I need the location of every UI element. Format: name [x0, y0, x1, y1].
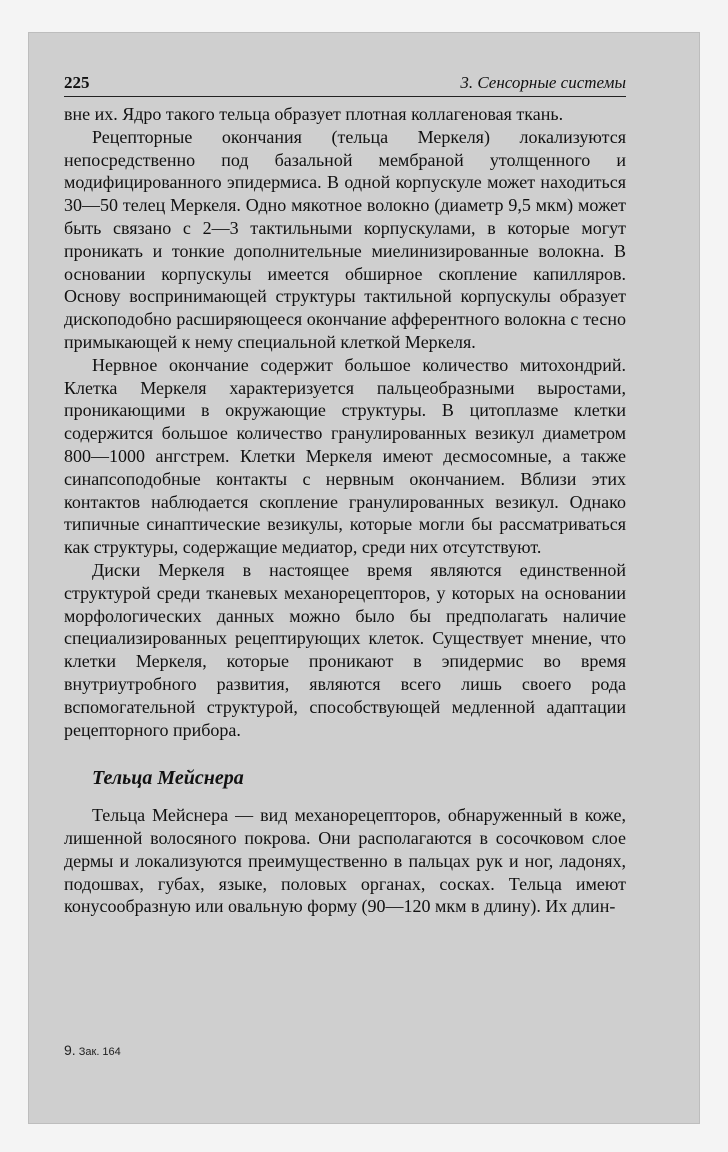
paragraph-nerve-ending: Нервное окончание содержит большое количество митохондрий. Клетка Меркеля характеризуется пальцеобразными выростами, проникающими в окружающие структуры. В цитоплазме клетки содержится большое количество гранулированных везикул диаметром 800—1000 ангстрем. Клетки Меркеля имеют десмосомные, а также синапсоподобные контакты с нервным окончанием. Вблизи этих контактов наблюдается скопление гранулированных везикул. Однако типичные синаптические везикулы, которые могли бы рассматриваться как структуры, содержащие медиатор, среди них отсутствуют.	[64, 354, 626, 558]
paragraph-continuation: вне их. Ядро такого тельца образует плотная коллагеновая ткань.	[64, 104, 564, 124]
page-number: 225	[64, 73, 90, 92]
paragraph-merkel-discs: Диски Меркеля в настоящее время являются единственной структурой среди тканевых механорецепторов, у которых на основании морфологических данных можно было бы предполагать наличие специализированных рецептирующих клеток. Существует мнение, что клетки Меркеля, которые проникают в эпидермис во время внутриутробного развития, являются всего лишь своего рода вспомогательной структурой, способствующей медленной адаптации рецепторного прибора.	[64, 559, 626, 740]
running-header	[64, 70, 626, 97]
page-content	[64, 70, 626, 918]
signature-number: 9.	[64, 1042, 76, 1058]
paragraph-merkel-endings: Рецепторные окончания (тельца Меркеля) локализуются непосредственно под базальной мембраной утолщенного и модифицированного эпидермиса. В одной корпускуле может находиться 30—50 телец Меркеля. Одно мякотное волокно (диаметр 9,5 мкм) может быть связано с 2—3 тактильными корпускулами, в которые могут проникать и тонкие дополнительные миелинизированные волокна. В основании корпускулы имеется обширное скопление капилляров. Основу воспринимающей структуры тактильной корпускулы образует дископодобно расширяющееся окончание афферентного волокна с тесно примыкающей к нему специальной клеткой Меркеля.	[64, 126, 626, 352]
book-page	[28, 32, 700, 1124]
signature-text: Зак. 164	[78, 1046, 121, 1058]
signature-mark	[64, 1042, 121, 1058]
running-title: 3. Сенсорные системы	[460, 73, 626, 92]
section-heading: Тельца Мейснера	[92, 767, 244, 790]
paragraph-meissner: Тельца Мейснера — вид механорецепторов, обнаруженный в коже, лишенной волосяного покрова. Они располагаются в сосочковом слое дермы и локализуются преимущественно в пальцах рук и ног, ладонях, подошвах, губах, языке, половых органах, сосках. Тельца имеют конусообразную или овальную форму (90—120 мкм в длину). Их длин-	[64, 805, 626, 917]
body-text	[64, 103, 626, 918]
